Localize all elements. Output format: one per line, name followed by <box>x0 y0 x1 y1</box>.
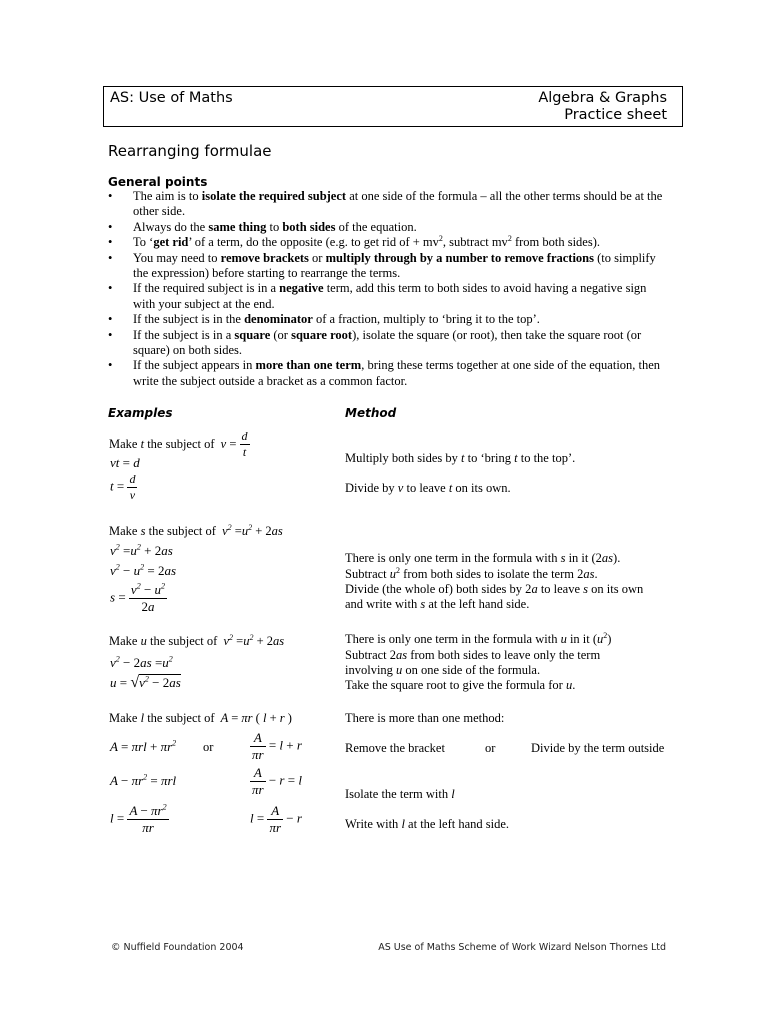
bullet-text: If the subject is in the denominator of a fraction, multiply to ‘bring it to the top’. <box>133 312 540 327</box>
example2-method-3: Divide (the whole of) both sides by 2a to leave s on its own <box>345 582 644 596</box>
example3-method-4: Take the square root to give the formula for u. <box>345 678 576 692</box>
example1-method-2: Divide by v to leave t on its own. <box>345 481 511 495</box>
bullet-marker: • <box>108 281 113 296</box>
example3-step2: $u = √v^2 - 2as$ <box>110 674 181 691</box>
bullet-marker: • <box>108 312 113 327</box>
bullet-text: If the subject appears in more than one term, bring these terms together at one side of the equation, then write the subject outside a bracket as a common factor. <box>133 358 661 388</box>
example2-method-1: There is only one term in the formula with s in it (2as). <box>345 551 621 565</box>
example4-or-word: or <box>203 740 214 754</box>
example2-step2: $v^2 - u^2 = 2as$ <box>110 562 177 578</box>
example4-method-intro: There is more than one method: <box>345 711 505 725</box>
example3-method-3: involving u on one side of the formula. <box>345 663 541 677</box>
bullet-marker: • <box>108 327 113 342</box>
bullet-text: You may need to remove brackets or multiply through by a number to remove fractions (to simplify the expression) before starting to rearrange the terms. <box>133 250 656 281</box>
example2-method-4: and write with s at the left hand side. <box>345 597 530 611</box>
header-course-title: AS: Use of Maths <box>110 90 233 106</box>
bullet-marker: • <box>108 189 113 203</box>
example3-method-1: There is only one term in the formula with u in it $(u^2)$ <box>345 630 612 646</box>
list-item <box>108 189 668 220</box>
example4-method-write: Write with l at the left hand side. <box>345 817 510 831</box>
examples-heading: Examples <box>108 406 173 420</box>
bullet-marker: • <box>108 219 113 234</box>
bullet-text: The aim is to isolate the required subject at one side of the formula – all the other terms should be at the other side. <box>133 189 663 219</box>
header-topic: Algebra & Graphs <box>538 90 667 106</box>
example3-step1: $v^2 - 2as =u^2$ <box>110 654 173 670</box>
bullet-marker: • <box>108 250 113 265</box>
bullet-text: If the subject is in a square (or square root), isolate the square (or root), then take the square root (or square) on both sides. <box>133 327 642 358</box>
example4-right-step3: l = $\frac{A}{\pi r}$ − r <box>250 803 302 835</box>
example4-method-isolate: Isolate the term with l <box>345 787 455 801</box>
example4-right-step2: $\frac{A}{\pi r}$ − r = l <box>252 765 302 797</box>
list-item <box>108 328 668 359</box>
list-item <box>108 220 668 235</box>
bullet-text: If the required subject is in a negative term, add this term to both sides to avoid having a negative sign with your subject at the end. <box>133 281 647 311</box>
example2-prompt: Make s the subject of $v^2 =u^2 + 2as$ <box>109 522 283 538</box>
example2-method-2: Subtract $u^2$ from both sides to isolate the term 2as. <box>345 565 598 581</box>
bullet-marker: • <box>108 358 113 373</box>
example4-left-step2: $A - \pi r^2 = \pi rl$ <box>110 772 177 788</box>
general-points-heading: General points <box>108 175 208 189</box>
bullet-marker: • <box>108 235 113 250</box>
header-sheet-type: Practice sheet <box>564 107 667 123</box>
page-title: Rearranging formulae <box>108 142 272 160</box>
method-heading: Method <box>345 406 397 420</box>
footer-publisher: AS Use of Maths Scheme of Work Wizard Nelson Thornes Ltd <box>378 942 666 953</box>
example4-method-remove-bracket: Remove the bracket <box>345 741 445 755</box>
list-item <box>108 312 668 327</box>
example4-prompt: Make l the subject of A = πr ( l + r ) <box>109 711 292 725</box>
example4-right-step1: $\frac{A}{\pi r}$ = l + r <box>252 730 302 762</box>
example1-prompt: Make t the subject of v = $\frac{d}{t}$ <box>109 429 248 460</box>
example4-method-or: or <box>485 741 496 755</box>
example2-step3: s = $\frac{v^2 - u^2}{2a}$ <box>110 581 166 614</box>
example1-step1: vt = d <box>110 455 140 470</box>
bullet-text: To ‘get rid’ of a term, do the opposite (e.g. to get rid of + $mv^2$, subtract $mv^2$ from both sides). <box>133 234 600 250</box>
example4-left-step1: $A = \pi rl + \pi r^2$ <box>110 738 177 754</box>
example1-method-1: Multiply both sides by t to ‘bring t to the top’. <box>345 451 576 465</box>
footer-copyright: © Nuffield Foundation 2004 <box>111 942 244 953</box>
list-item <box>108 235 668 250</box>
example3-method-2: Subtract 2as from both sides to leave only the term <box>345 648 601 662</box>
example4-left-step3: l = $\frac{A - \pi r^2}{\pi r}$ <box>110 802 167 835</box>
list-item <box>108 358 668 389</box>
bullet-text: Always do the same thing to both sides of the equation. <box>133 219 417 234</box>
example1-step2: t = $\frac{d}{v}$ <box>110 472 136 502</box>
list-item <box>108 281 668 312</box>
example3-prompt: Make u the subject of $v^2 =u^2 + 2as$ <box>109 632 285 648</box>
example4-method-divide: Divide by the term outside <box>531 741 665 755</box>
example2-step1: $v^2 =u^2 + 2as$ <box>110 542 173 558</box>
general-points-list <box>108 189 668 389</box>
list-item <box>108 251 668 282</box>
